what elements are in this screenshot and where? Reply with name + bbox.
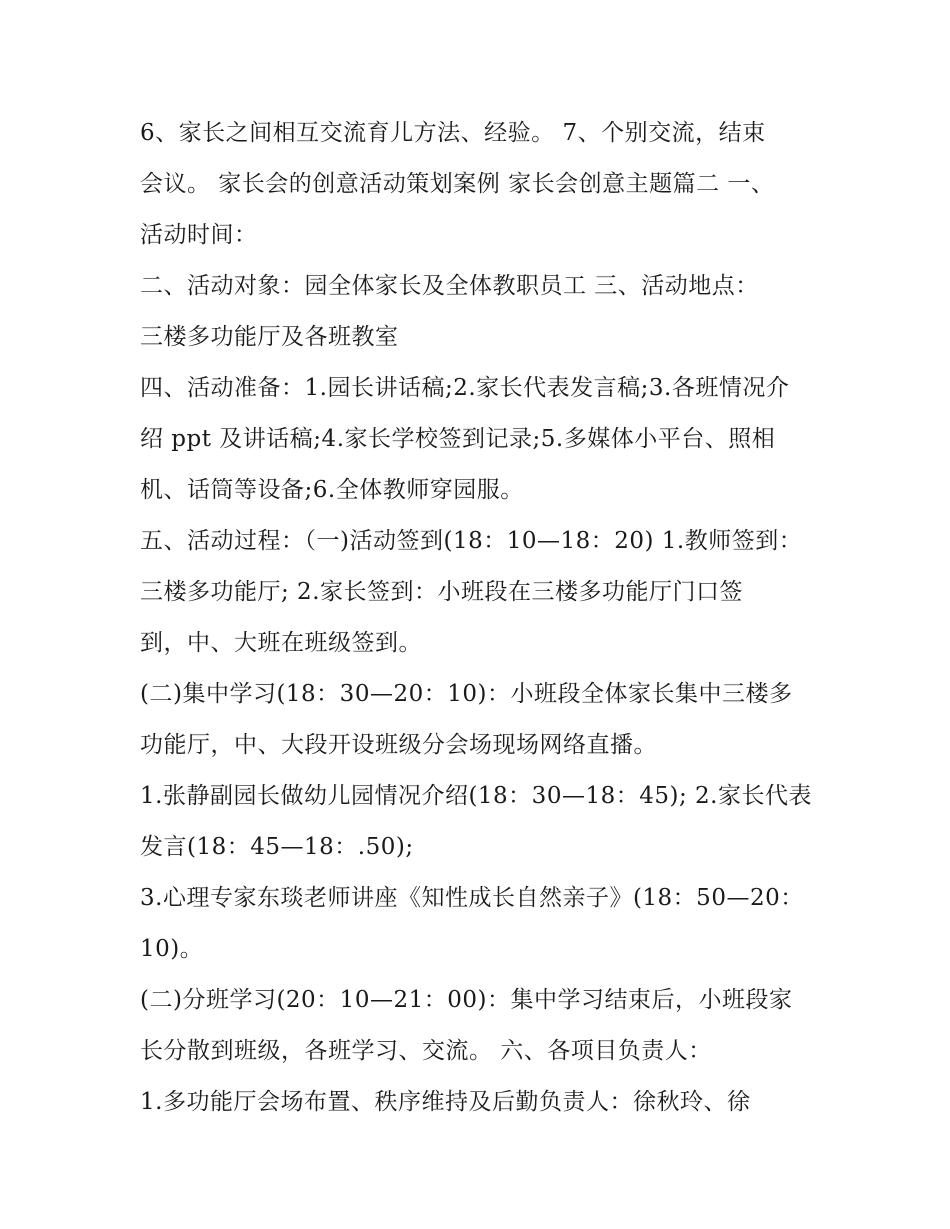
text-line: (二)集中学习(18：30—20：10)：小班段全体家长集中三楼多 (140, 681, 793, 707)
text-line: 会议。 家长会的创意活动策划案例 家长会创意主题篇二 一、 (140, 171, 775, 197)
text-line: 1.多功能厅会场布置、秩序维持及后勤负责人：徐秋玲、徐 (140, 1089, 751, 1115)
text-line: 三楼多功能厅; 2.家长签到：小班段在三楼多功能厅门口签 (140, 579, 744, 605)
text-line: 到，中、大班在班级签到。 (140, 630, 422, 656)
text-line: 机、话筒等设备;6.全体教师穿园服。 (140, 477, 524, 503)
text-line: (二)分班学习(20：10—21：00)：集中学习结束后，小班段家 (140, 987, 793, 1013)
text-line: 6、家长之间相互交流育儿方法、经验。 7、个别交流，结束 (140, 120, 766, 146)
text-line: 四、活动准备：1.园长讲话稿;2.家长代表发言稿;3.各班情况介 (140, 375, 790, 401)
text-line: 功能厅，中、大段开设班级分会场现场网络直播。 (140, 732, 657, 758)
text-line: 二、活动对象：园全体家长及全体教职员工 三、活动地点： (140, 273, 759, 299)
document-body (140, 108, 820, 1128)
text-line: 3.心理专家东琰老师讲座《知性成长自然亲子》(18：50—20： (140, 885, 804, 911)
text-line: 10)。 (140, 936, 204, 962)
text-line: 三楼多功能厅及各班教室 (140, 324, 399, 350)
text-line: 五、活动过程：（一)活动签到(18：10—18：20) 1.教师签到： (140, 528, 803, 554)
text-line: 绍 ppt 及讲话稿;4.家长学校签到记录;5.多媒体小平台、照相 (140, 426, 776, 452)
text-line: 1.张静副园长做幼儿园情况介绍(18：30—18：45); 2.家长代表 (140, 783, 812, 809)
text-line: 活动时间： (140, 222, 258, 248)
text-line: 发言(18：45—18：.50); (140, 834, 414, 860)
text-line: 长分散到班级，各班学习、交流。 六、各项目负责人： (140, 1038, 712, 1064)
